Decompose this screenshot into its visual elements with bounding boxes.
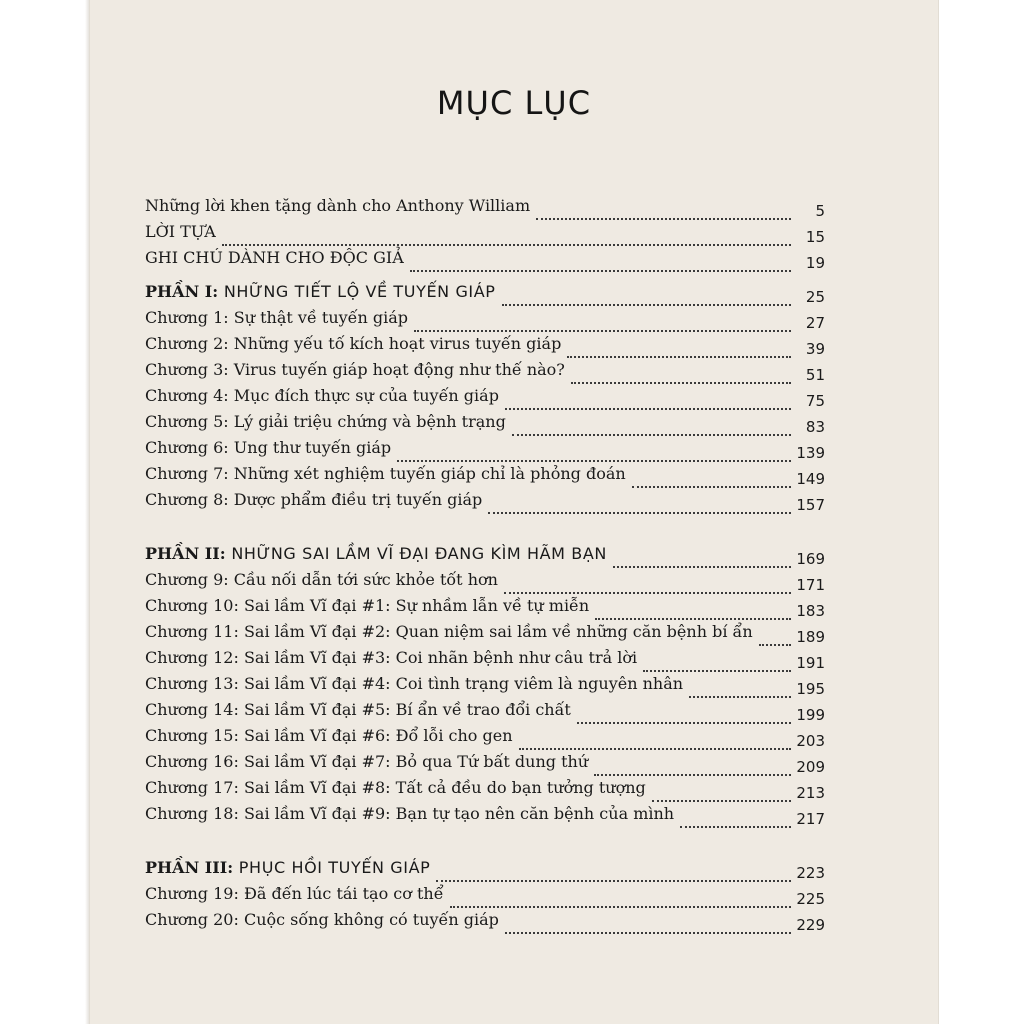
toc-page-number: 209 [796,758,825,776]
dot-leader [567,354,791,358]
toc-page-number: 149 [796,470,825,488]
toc-entry-label: Chương 11: Sai lầm Vĩ đại #2: Quan niệm sai lầm về những căn bệnh bí ẩn [145,622,759,641]
toc-page-number: 75 [805,392,825,410]
toc-page-number: 27 [805,314,825,332]
book-page [90,0,938,1024]
toc-page-number: 195 [796,680,825,698]
part-title: NHỮNG SAI LẦM VĨ ĐẠI ĐANG KÌM HÃM BẠN [225,544,607,563]
toc-page-number: 229 [796,916,825,934]
toc-page-number: 39 [805,340,825,358]
toc-page-number: 25 [805,288,825,306]
toc-entry-label: Chương 10: Sai lầm Vĩ đại #1: Sự nhầm lẫn về tự miễn [145,596,595,615]
dot-leader [680,824,791,828]
page-title: MỤC LỤC [436,84,592,122]
dot-leader [504,590,791,594]
toc-entry-row [145,196,825,220]
toc-page-number: 217 [796,810,825,828]
toc-entry-label: Chương 4: Mục đích thực sự của tuyến giáp [145,386,505,405]
toc-part-row [145,282,825,306]
part-title: PHỤC HỒI TUYẾN GIÁP [233,858,431,877]
toc-page-number: 157 [796,496,825,514]
toc-page-number: 213 [796,784,825,802]
dot-leader [577,720,791,724]
dot-leader [759,642,791,646]
dot-leader [594,772,791,776]
toc-entry-row [145,674,825,698]
toc-entry-row [145,334,825,358]
dot-leader [222,242,791,246]
toc-page-number: 189 [796,628,825,646]
toc-entry-row [145,596,825,620]
toc-entry-row [145,360,825,384]
toc-entry-label: Chương 7: Những xét nghiệm tuyến giáp chỉ là phỏng đoán [145,464,632,483]
toc-entry-label: Chương 5: Lý giải triệu chứng và bệnh trạng [145,412,512,431]
toc-page-number: 83 [805,418,825,436]
toc-entry-row [145,490,825,514]
toc-entry-row [145,726,825,750]
dot-leader [643,668,791,672]
toc-entry-label [145,858,436,877]
toc-page-number: 139 [796,444,825,462]
toc-entry-label: Chương 15: Sai lầm Vĩ đại #6: Đổ lỗi cho gen [145,726,519,745]
toc-entry-row [145,884,825,908]
toc-entry-row [145,804,825,828]
dot-leader [450,904,791,908]
toc-page-number: 169 [796,550,825,568]
dot-leader [505,406,791,410]
toc-entry-row [145,700,825,724]
toc-entry-label [145,282,502,301]
dot-leader [595,616,791,620]
toc-part-row [145,858,825,882]
toc-page-number: 15 [805,228,825,246]
dot-leader [689,694,791,698]
dot-leader [397,458,791,462]
dot-leader [488,510,791,514]
dot-leader [410,268,791,272]
part-title: NHỮNG TIẾT LỘ VỀ TUYẾN GIÁP [218,282,496,301]
toc-entry-label: Chương 1: Sự thật về tuyến giáp [145,308,414,327]
toc-entry-row [145,412,825,436]
toc-entry-row [145,386,825,410]
toc-page-number: 183 [796,602,825,620]
toc-entry-label: Chương 14: Sai lầm Vĩ đại #5: Bí ẩn về trao đổi chất [145,700,577,719]
toc-entry-label: Chương 13: Sai lầm Vĩ đại #4: Coi tình trạng viêm là nguyên nhân [145,674,689,693]
toc-page-number: 191 [796,654,825,672]
toc-entry-label: Chương 19: Đã đến lúc tái tạo cơ thể [145,884,450,903]
toc-entry-label: Chương 17: Sai lầm Vĩ đại #8: Tất cả đều do bạn tưởng tượng [145,778,652,797]
dot-leader [502,302,791,306]
dot-leader [414,328,791,332]
toc-entry-label: Chương 20: Cuộc sống không có tuyến giáp [145,910,505,929]
toc-entry-label: Chương 6: Ung thư tuyến giáp [145,438,397,457]
toc-entry-label: Chương 8: Dược phẩm điều trị tuyến giáp [145,490,488,509]
toc-entry-row [145,778,825,802]
toc-entry-label: Chương 3: Virus tuyến giáp hoạt động như thế nào? [145,360,571,379]
dot-leader [632,484,791,488]
toc-page-number: 225 [796,890,825,908]
toc-entry-label: Chương 12: Sai lầm Vĩ đại #3: Coi nhãn bệnh như câu trả lời [145,648,643,667]
dot-leader [613,564,791,568]
toc-entry-row [145,438,825,462]
toc-entry-label [145,544,613,563]
toc-entry-row [145,648,825,672]
toc-entry-label: Chương 16: Sai lầm Vĩ đại #7: Bỏ qua Tứ bất dung thứ [145,752,594,771]
toc-part-row [145,544,825,568]
toc-page-number: 51 [805,366,825,384]
toc-entry-label: Những lời khen tặng dành cho Anthony William [145,196,536,215]
toc-entry-label: Chương 18: Sai lầm Vĩ đại #9: Bạn tự tạo nên căn bệnh của mình [145,804,680,823]
dot-leader [519,746,791,750]
toc-entry-row [145,910,825,934]
toc-page-number: 19 [805,254,825,272]
dot-leader [536,216,791,220]
dot-leader [512,432,791,436]
part-number: PHẦN II: [145,544,226,563]
toc-entry-label: Chương 2: Những yếu tố kích hoạt virus tuyến giáp [145,334,567,353]
dot-leader [436,878,791,882]
toc-page-number: 171 [796,576,825,594]
toc-entry-row [145,464,825,488]
toc-page-number: 5 [815,202,825,220]
toc-page-number: 223 [796,864,825,882]
toc-entry-row [145,622,825,646]
toc-entry-label: Chương 9: Cầu nối dẫn tới sức khỏe tốt hơn [145,570,504,589]
toc-entry-row [145,248,825,272]
dot-leader [652,798,791,802]
part-number: PHẦN III: [145,858,234,877]
dot-leader [505,930,791,934]
toc-entry-row [145,222,825,246]
toc-entry-label: GHI CHÚ DÀNH CHO ĐỘC GIẢ [145,248,410,267]
dot-leader [571,380,791,384]
part-number: PHẦN I: [145,282,219,301]
toc-entry-row [145,570,825,594]
toc-page-number: 199 [796,706,825,724]
toc-entry-row [145,752,825,776]
toc-entry-row [145,308,825,332]
toc-entry-label: LỜI TỰA [145,222,222,241]
toc-page-number: 203 [796,732,825,750]
